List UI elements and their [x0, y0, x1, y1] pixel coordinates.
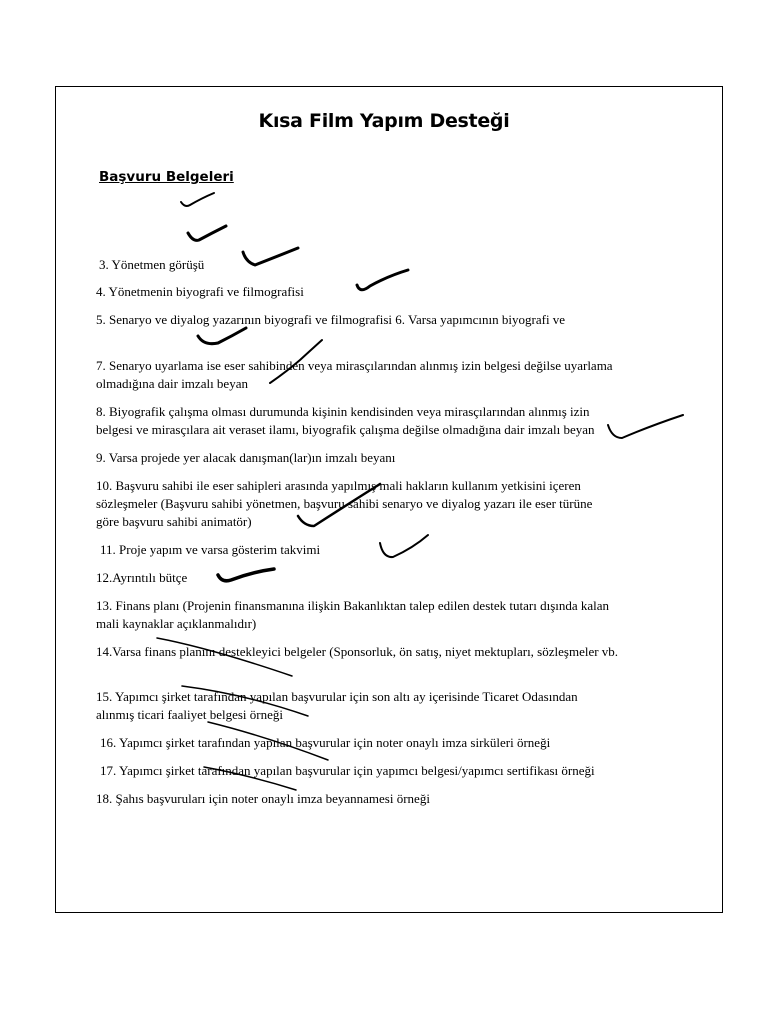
item-9-line-1: 9. Varsa projede yer alacak danışman(lar)ın imzalı beyanı: [96, 450, 396, 465]
item-10-line-3: göre başvuru sahibi animatör): [96, 514, 252, 529]
item-8-line-2: belgesi ve mirasçılara ait veraset ilamı, biyografik çalışma değilse olmadığına dair imzalı beyan: [96, 422, 595, 437]
item-5-line-1: 5. Senaryo ve diyalog yazarının biyografi ve filmografisi 6. Varsa yapımcının biyografi ve: [96, 312, 566, 327]
item-7-line-1: 7. Senaryo uyarlama ise eser sahibinden veya mirasçılarından alınmış izin belgesi değilse uyarlama: [96, 358, 613, 373]
page-title: Kısa Film Yapım Desteği: [258, 110, 510, 132]
item-17-line-1: 17. Yapımcı şirket tarafından yapılan başvurular için yapımcı belgesi/yapımcı sertifikası örneği: [100, 763, 595, 778]
item-8-line-1: 8. Biyografik çalışma olması durumunda kişinin kendisinden veya mirasçılarından alınmış izin: [96, 404, 590, 419]
item-14-line-1: 14.Varsa finans planını destekleyici belgeler (Sponsorluk, ön satış, niyet mektupları, sözleşmeler vb.: [96, 644, 619, 659]
item-15-line-2: alınmış ticari faaliyet belgesi örneği: [96, 707, 283, 722]
item-7-line-2: olmadığına dair imzalı beyan: [96, 376, 248, 391]
item-3-line-1: 3. Yönetmen görüşü: [99, 257, 205, 272]
item-15-line-1: 15. Yapımcı şirket tarafından yapılan başvurular için son altı ay içerisinde Ticaret Odasından: [96, 689, 578, 704]
item-10-line-1: 10. Başvuru sahibi ile eser sahipleri arasında yapılmış mali hakların kullanım yetkisini içeren: [96, 478, 581, 493]
item-13-line-1: 13. Finans planı (Projenin finansmanına ilişkin Bakanlıktan talep edilen destek tutarı dışında kalan: [96, 598, 610, 613]
item-4-line-1: 4. Yönetmenin biyografi ve filmografisi: [96, 284, 304, 299]
item-18-line-1: 18. Şahıs başvuruları için noter onaylı imza beyannamesi örneği: [96, 791, 430, 806]
item-10-line-2: sözleşmeler (Başvuru sahibi yönetmen, başvuru sahibi senaryo ve diyalog yazarı ile eser türüne: [96, 496, 593, 511]
item-16-line-1: 16. Yapımcı şirket tarafından yapılan başvurular için noter onaylı imza sirküleri örneği: [100, 735, 551, 750]
item-12-line-1: 12.Ayrıntılı bütçe: [96, 570, 188, 585]
item-11-line-1: 11. Proje yapım ve varsa gösterim takvimi: [100, 542, 321, 557]
item-13-line-2: mali kaynaklar açıklanmalıdır): [96, 616, 257, 631]
section-heading: Başvuru Belgeleri: [99, 169, 234, 185]
